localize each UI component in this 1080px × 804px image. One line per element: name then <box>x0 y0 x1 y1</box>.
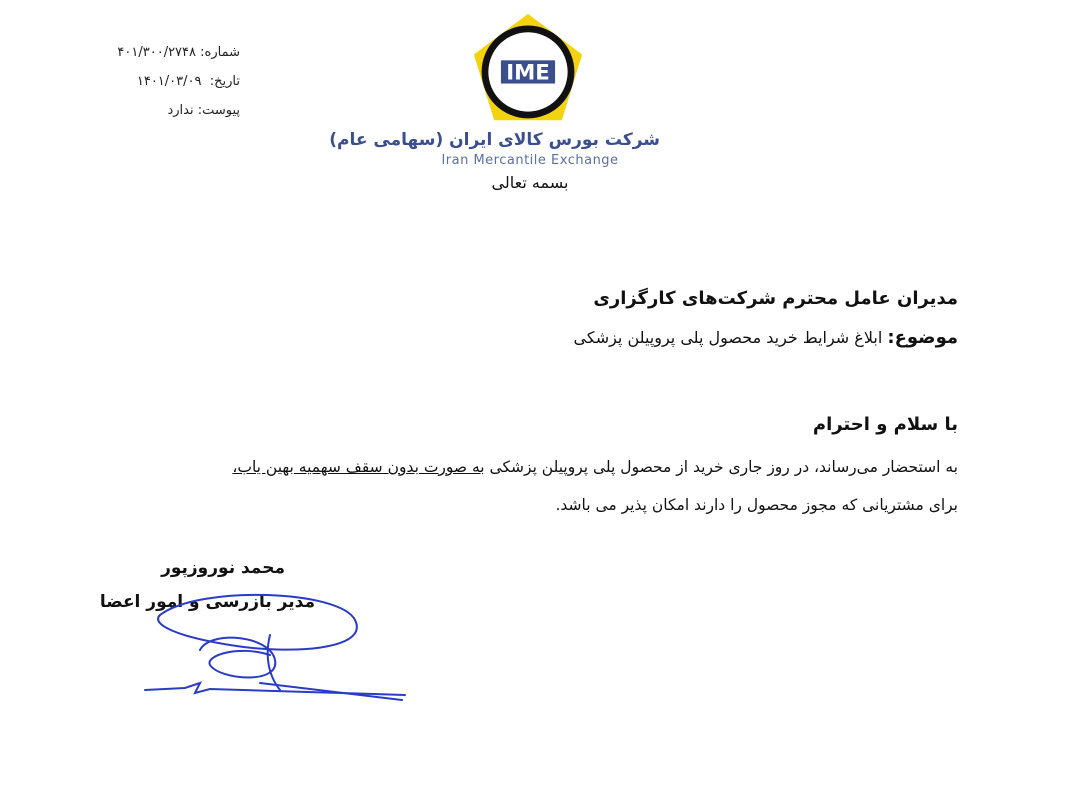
number-label: شماره: <box>200 45 240 60</box>
ime-logo <box>470 12 586 128</box>
body-underlined-text: به صورت بدون سقف سهمیه بهین یاب، <box>232 458 485 476</box>
letter-date <box>90 67 240 96</box>
subject-label: موضوع: <box>887 327 958 348</box>
bismillah: بسمه تعالی <box>491 173 569 192</box>
subject-text: ابلاغ شرایط خرید محصول پلی پروپیلن پزشکی <box>573 328 883 347</box>
company-name-en: Iran Mercantile Exchange <box>441 153 619 168</box>
letter-number <box>90 38 240 67</box>
letter-meta <box>90 38 240 125</box>
body-text: به استحضار می‌رساند، در روز جاری خرید از محصول پلی پروپیلن پزشکی <box>484 458 958 476</box>
signer-name: محمد نوروزپور <box>161 558 285 578</box>
letter-attachment <box>90 96 240 125</box>
body-line-1 <box>232 458 958 477</box>
subject-line <box>574 327 958 349</box>
logo-text: IME <box>506 60 550 86</box>
number-value: ۴۰۱/۳۰۰/۲۷۴۸ <box>117 45 197 60</box>
attachment-value: ندارد <box>167 103 194 118</box>
company-name-fa: شرکت بورس کالای ایران (سهامی عام) <box>329 130 660 150</box>
greeting: با سلام و احترام <box>812 414 958 435</box>
signer-title: مدیر بازرسی و امور اعضا <box>99 592 315 612</box>
body-line-2: برای مشتریانی که مجوز محصول را دارند امکان پذیر می باشد. <box>555 496 958 514</box>
attachment-label: پیوست: <box>197 103 240 118</box>
date-label: تاریخ: <box>209 74 240 89</box>
handwritten-signature <box>140 585 410 710</box>
recipient: مدیران عامل محترم شرکت‌های کارگزاری <box>593 288 958 309</box>
date-value: ۱۴۰۱/۰۳/۰۹ <box>136 74 202 89</box>
